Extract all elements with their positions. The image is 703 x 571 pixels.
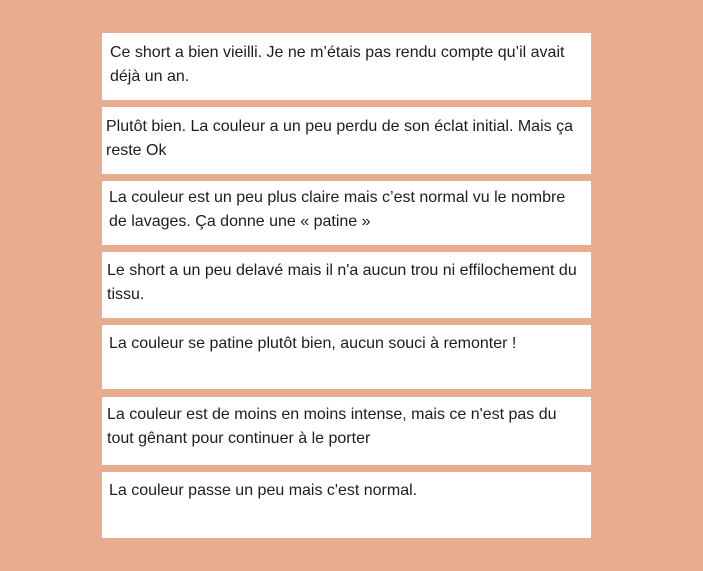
review-text: Plutôt bien. La couleur a un peu perdu de son éclat initial. Mais ça reste Ok [106,118,573,159]
review-card [102,252,591,318]
review-text: Ce short a bien vieilli. Je ne m’étais pas rendu compte qu’il avait déjà un an. [110,44,565,85]
review-text: La couleur se patine plutôt bien, aucun souci à remonter ! [109,335,517,352]
review-text: La couleur passe un peu mais c'est normal. [109,482,418,499]
review-card [102,472,591,538]
review-card [102,325,591,389]
review-text: Le short a un peu delavé mais il n'a aucun trou ni effilochement du tissu. [107,262,577,303]
review-text: La couleur est de moins en moins intense, mais ce n'est pas du tout gênant pour continuer à le porter [107,406,557,447]
review-card [102,397,591,465]
review-text: La couleur est un peu plus claire mais c’est normal vu le nombre de lavages. Ça donne une « patine » [109,189,566,230]
review-card [102,33,591,100]
review-card [102,181,591,245]
review-card [102,107,591,174]
